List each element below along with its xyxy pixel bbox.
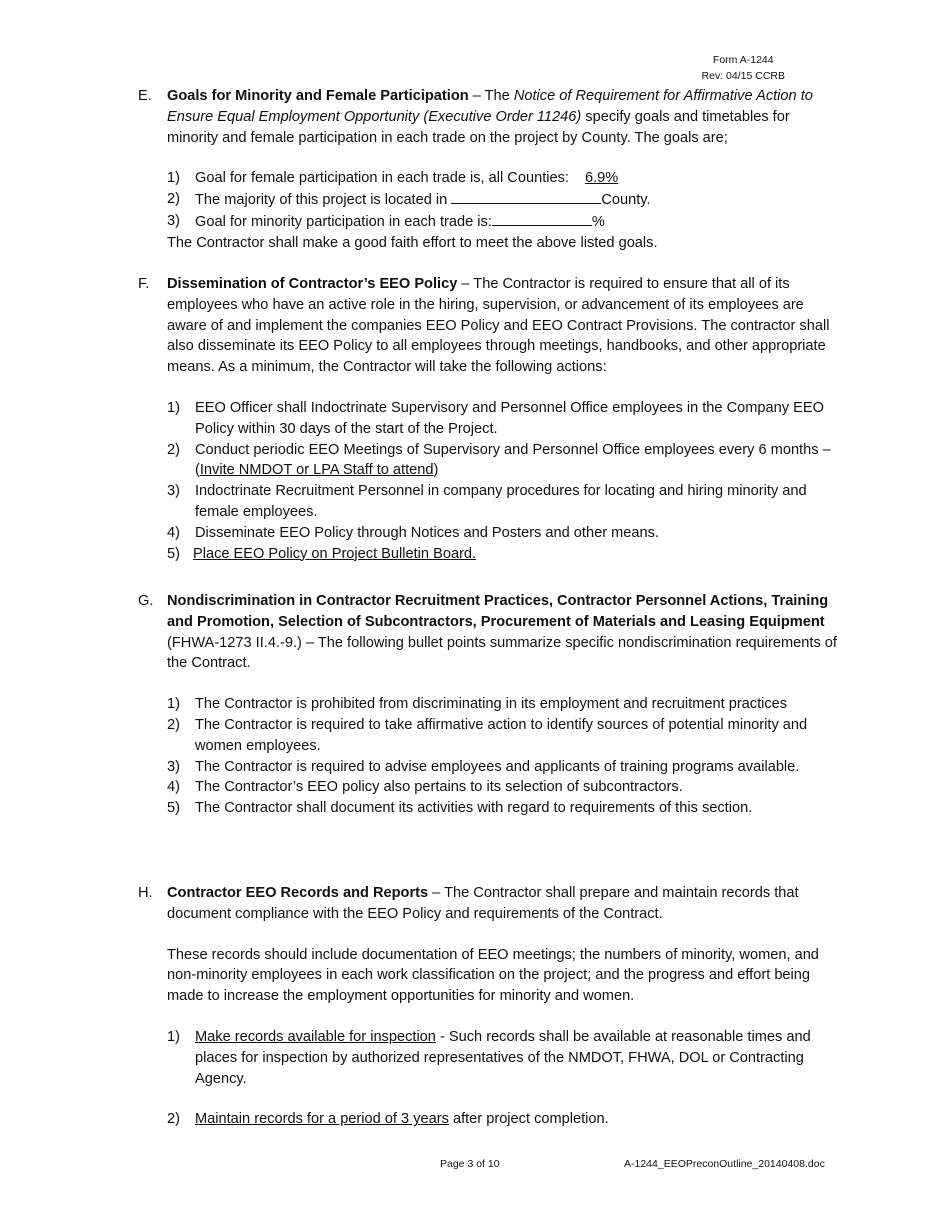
item-text: Place EEO Policy on Project Bulletin Board. bbox=[193, 545, 477, 562]
item-number: 2) bbox=[167, 191, 180, 208]
item-text: The Contractor is required to advise employees and applicants of training programs available. bbox=[195, 758, 800, 775]
item-number: 1) bbox=[167, 696, 180, 713]
item-text: Indoctrinate Recruitment Personnel in company procedures for locating and hiring minority and female employees. bbox=[195, 483, 807, 520]
item-suffix: % bbox=[591, 213, 605, 230]
section-title: Dissemination of Contractor’s EEO Policy bbox=[167, 276, 458, 292]
section-title: Contractor EEO Records and Reports bbox=[167, 885, 429, 901]
page-number: Page 3 of 10 bbox=[440, 1158, 500, 1170]
item-lead: Maintain records for a period of 3 years bbox=[195, 1111, 449, 1128]
document-filename: A-1244_EEOPreconOutline_20140408.doc bbox=[624, 1158, 825, 1170]
section-h-intro bbox=[167, 883, 840, 925]
goals-list bbox=[167, 168, 840, 253]
item-text: The Contractor is required to take affirmative action to identify sources of potential minority and women employees. bbox=[195, 716, 808, 754]
section-e-closing: The Contractor shall make a good faith effort to meet the above listed goals. bbox=[167, 234, 658, 251]
section-h-records-description: These records should include documentation of EEO meetings; the numbers of minority, women, and non-minority employees in each work classification on the project; and the progress and effort being made to increase the employment opportunities for minority and women. bbox=[167, 946, 819, 1005]
text-run: – The Contractor shall prepare and maintain records that document compliance with the EEO Policy and requirements of the Contract. bbox=[167, 885, 799, 922]
list-item bbox=[167, 544, 840, 565]
item-suffix: County. bbox=[601, 192, 651, 209]
actions-list bbox=[167, 398, 840, 564]
list-item bbox=[167, 798, 840, 819]
section-h bbox=[138, 883, 840, 1130]
list-item bbox=[167, 440, 840, 482]
list-item bbox=[167, 523, 840, 544]
section-letter: F. bbox=[138, 276, 150, 292]
item-number: 3) bbox=[167, 212, 180, 229]
executive-order-reference: Notice of Requirement for Affirmative Action to Ensure Equal Employment Opportunity (Executive Order 11246) bbox=[167, 88, 813, 125]
list-item bbox=[167, 1109, 840, 1130]
female-goal-value: 6.9% bbox=[585, 170, 619, 187]
text-run: specify goals and timetables for minority and female participation in each trade on the project by County. The goals are; bbox=[167, 108, 790, 146]
item-number: 5) bbox=[167, 545, 180, 562]
revision-label: Rev: 04/15 CCRB bbox=[701, 70, 785, 82]
form-number: Form A-1244 bbox=[712, 54, 774, 66]
text-run: – The Contractor is required to ensure that all of its employees who have an active role in the hiring, supervision, or advancement of its employees are aware of and implement the companies EEO Policy and EEO Contract Provisions. The contractor shall also disseminate its EEO Policy to all employees through meetings, handbooks, and other appropriate means. As a minimum, the Contractor will take the following actions: bbox=[167, 276, 830, 376]
section-letter: E. bbox=[138, 88, 152, 104]
records-list bbox=[167, 1027, 840, 1130]
item-number: 2) bbox=[167, 441, 180, 458]
text-run: – The bbox=[468, 88, 514, 104]
item-number: 1) bbox=[167, 1028, 180, 1045]
invite-staff-note: Invite NMDOT or LPA Staff to attend bbox=[199, 462, 434, 479]
section-g-intro bbox=[167, 591, 840, 674]
item-text: The majority of this project is located in bbox=[195, 192, 452, 209]
nondiscrimination-list bbox=[167, 694, 840, 819]
list-item bbox=[167, 694, 840, 715]
item-number: 3) bbox=[167, 758, 180, 775]
item-number: 4) bbox=[167, 779, 180, 796]
section-title: Nondiscrimination in Contractor Recruitment Practices, Contractor Personnel Actions, Training and Promotion, Selection of Subcontractors, Procurement of Materials and Leasing Equipment bbox=[167, 593, 829, 630]
form-header bbox=[702, 52, 785, 84]
list-item bbox=[167, 189, 840, 211]
section-e-intro bbox=[167, 86, 840, 148]
section-f-intro bbox=[167, 274, 840, 378]
item-text-end: ) bbox=[433, 462, 439, 479]
list-item bbox=[167, 481, 840, 523]
item-text: after project completion. bbox=[448, 1111, 609, 1128]
item-text: Disseminate EEO Policy through Notices and Posters and other means. bbox=[195, 524, 659, 541]
section-e bbox=[138, 86, 840, 254]
section-letter: G. bbox=[138, 593, 154, 609]
item-number: 5) bbox=[167, 800, 180, 817]
text-run: (FHWA-1273 II.4.-9.) – The following bullet points summarize specific nondiscrimination requirements of the Contract. bbox=[167, 634, 837, 672]
item-text: Goal for minority participation in each trade is: bbox=[195, 213, 492, 230]
item-text: EEO Officer shall Indoctrinate Supervisory and Personnel Office employees in the Company EEO Policy within 30 days of the start of the Project. bbox=[195, 399, 824, 437]
item-text: The Contractor’s EEO policy also pertains to its selection of subcontractors. bbox=[195, 779, 683, 796]
list-item bbox=[167, 1027, 840, 1089]
list-item bbox=[167, 168, 840, 189]
section-g bbox=[138, 591, 840, 819]
section-f bbox=[138, 274, 840, 564]
list-item bbox=[167, 715, 840, 757]
item-text: The Contractor is prohibited from discriminating in its employment and recruitment practices bbox=[195, 696, 788, 713]
item-text: Conduct periodic EEO Meetings of Supervisory and Personnel Office employees every 6 months – ( bbox=[195, 441, 831, 479]
item-number: 3) bbox=[167, 483, 180, 500]
list-item bbox=[167, 777, 840, 798]
list-item bbox=[167, 757, 840, 778]
item-lead: Make records available for inspection bbox=[195, 1028, 436, 1045]
item-text: The Contractor shall document its activities with regard to requirements of this section. bbox=[195, 800, 753, 817]
item-number: 2) bbox=[167, 1111, 180, 1128]
item-text: - Such records shall be available at reasonable times and places for inspection by authorized representatives of the NMDOT, FHWA, DOL or Contracting Agency. bbox=[195, 1028, 811, 1087]
section-title: Goals for Minority and Female Participation bbox=[167, 88, 469, 104]
item-number: 1) bbox=[167, 399, 180, 416]
item-number: 2) bbox=[167, 716, 180, 733]
item-number: 4) bbox=[167, 524, 180, 541]
item-number: 1) bbox=[167, 170, 180, 187]
minority-goal-blank bbox=[492, 211, 592, 226]
item-text: Goal for female participation in each trade is, all Counties: bbox=[195, 170, 574, 187]
list-item bbox=[167, 398, 840, 440]
section-letter: H. bbox=[138, 885, 153, 901]
list-item bbox=[167, 211, 840, 233]
county-blank bbox=[451, 189, 601, 204]
